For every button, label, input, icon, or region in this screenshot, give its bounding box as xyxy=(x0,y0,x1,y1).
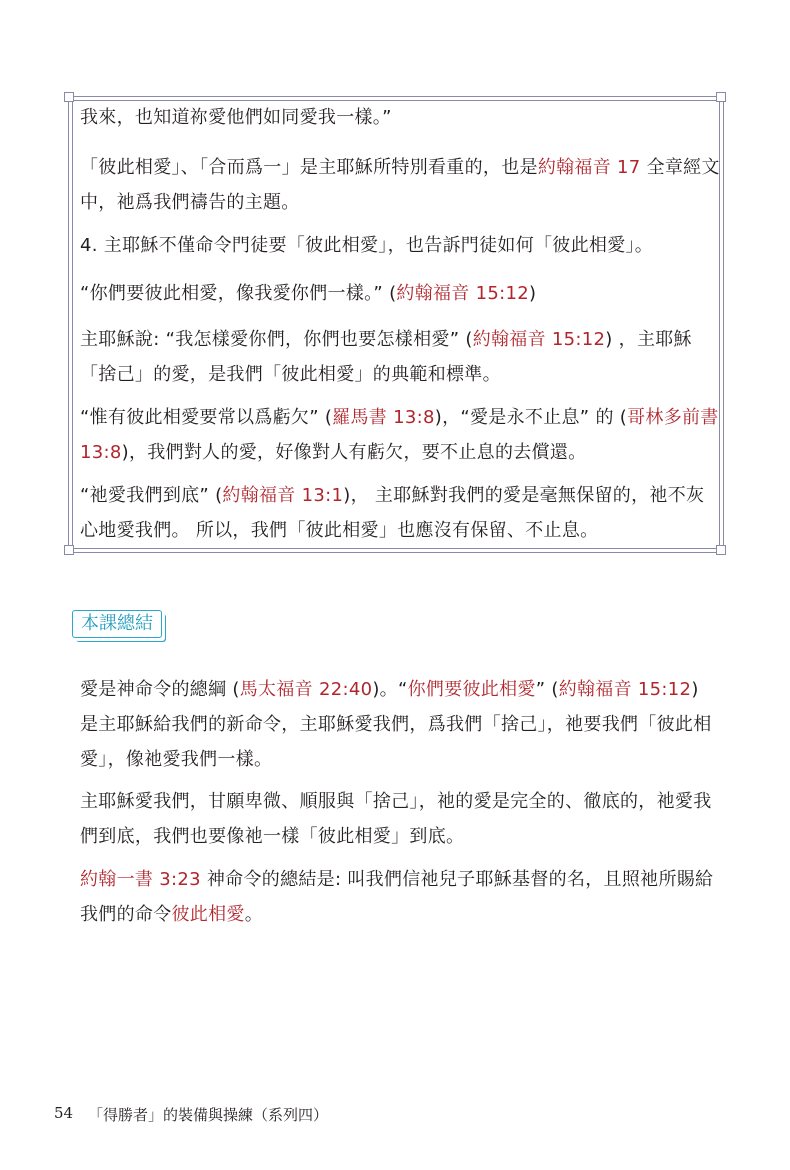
scripture-ref: 羅馬書 13:8 xyxy=(332,407,435,428)
summary-paragraph-1: 愛是神命令的總綱 (馬太福音 22:40)。“你們要彼此相愛” (約翰福音 15:12) 是主耶穌給我們的新命令，主耶穌愛我們，爲我們「捨己」，祂要我們「彼此相愛」，像祂愛我們一樣。 xyxy=(80,679,712,770)
scripture-ref: 約翰福音 15:12 xyxy=(472,329,606,350)
summary-paragraph-2: 主耶穌愛我們，甘願卑微、順服與「捨己」，祂的愛是完全的、徹底的，祂愛我們到底，我們也要像祂一樣「彼此相愛」到底。 xyxy=(80,791,712,847)
box-paragraph-7: “祂愛我們到底” (約翰福音 13:1)， 主耶穌對我們的愛是毫無保留的，祂不灰心地愛我們。 所以，我們「彼此相愛」也應沒有保留、不止息。 xyxy=(80,485,705,541)
scripture-ref: 約翰一書 3:23 xyxy=(80,869,201,890)
scripture-ref: 約翰福音 17 xyxy=(537,157,641,178)
highlighted-quote: 你們要彼此相愛 xyxy=(407,679,536,700)
scripture-ref: 哥林多前書 13:8 xyxy=(80,407,719,463)
scripture-ref: 約翰福音 15:12 xyxy=(558,679,692,700)
scripture-ref: 約翰福音 15:12 xyxy=(396,283,530,304)
box-paragraph-5: 主耶穌說: “我怎樣愛你們，你們也要怎樣相愛” (約翰福音 15:12) ，主耶穌「捨己」的愛，是我們「彼此相愛」的典範和標準。 xyxy=(80,329,692,385)
frame-corner-ornament xyxy=(64,545,74,555)
box-paragraph-4: “你們要彼此相愛，像我愛你們一樣。” (約翰福音 15:12) xyxy=(80,283,537,304)
box-paragraph-1: 我來，也知道祢愛他們如同愛我一樣。” xyxy=(80,107,392,128)
frame-corner-ornament xyxy=(64,92,74,102)
box-paragraph-6: “惟有彼此相愛要常以爲虧欠” (羅馬書 13:8)，“愛是永不止息” 的 (哥林多前書 13:8)，我們對人的愛，好像對人有虧欠，要不止息的去償還。 xyxy=(80,407,719,463)
section-tag-summary: 本課總結 xyxy=(72,610,162,638)
scripture-ref: 馬太福音 22:40 xyxy=(239,679,373,700)
box-paragraph-3: 4. 主耶穌不僅命令門徒要「彼此相愛」，也告訴門徒如何「彼此相愛」。 xyxy=(80,235,654,256)
running-footer-title: 「得勝者」的裝備與操練（系列四） xyxy=(88,1106,329,1124)
page-number: 54 xyxy=(54,1104,74,1122)
summary-paragraph-3: 約翰一書 3:23 神命令的總結是: 叫我們信祂兒子耶穌基督的名，且照祂所賜給我們的命令彼此相愛。 xyxy=(80,869,714,925)
scripture-ref: 約翰福音 13:1 xyxy=(222,485,344,506)
box-paragraph-2: 「彼此相愛」、「合而爲一」是主耶穌所特別看重的，也是約翰福音 17 全章經文中，祂爲我們禱告的主題。 xyxy=(80,157,720,213)
highlighted-phrase: 彼此相愛 xyxy=(171,904,245,925)
